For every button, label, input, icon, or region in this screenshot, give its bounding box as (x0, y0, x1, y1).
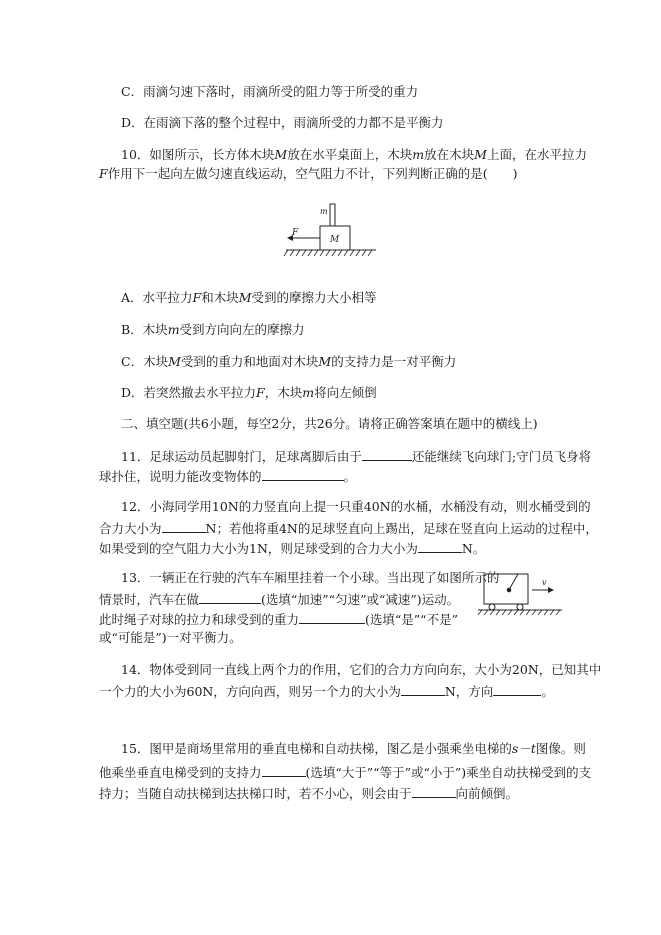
q12-line2: 合力大小为 N；若他将重4N的足球竖直向上踢出，足球在竖直向上运动的过程中， (99, 521, 598, 536)
q13-ground-hatching (478, 610, 560, 615)
q10-stem-line1: 10．如图所示，长方体木块M放在水平桌面上，木块m放在木块M上面，在水平拉力 (121, 147, 587, 162)
q15-line1: 15．图甲是商场里常用的垂直电梯和自动扶梯，图乙是小强乘坐电梯的s－t图像。则 (121, 741, 586, 756)
q13-figure-label-v: v (542, 578, 547, 587)
q13-cart-body (484, 574, 528, 604)
q10-option-a: A．水平拉力F和木块M受到的摩擦力大小相等 (121, 290, 377, 305)
q13-blank-2[interactable] (299, 610, 365, 624)
q10-block-m (330, 204, 335, 226)
q10-figure-label-M: M (330, 235, 340, 245)
q13-figure (476, 570, 566, 618)
q15-blank-1[interactable] (262, 763, 306, 777)
q13-ball (507, 588, 512, 593)
q14-blank-1[interactable] (401, 682, 445, 696)
q13-line1: 13．一辆正在行驶的汽车车厢里挂着一个小球。当出现了如图所示的 (121, 570, 500, 585)
q10-stem-line2: F作用下一起向左做匀速直线运动，空气阻力不计，下列判断正确的是( ) (99, 166, 518, 181)
q13-string (510, 574, 518, 588)
q14-line2: 一个力的大小为60N，方向向西，则另一个力的大小为 N，方向 。 (99, 684, 554, 699)
q12-line1: 12．小海同学用10N的力竖直向上提一只重40N的水桶，水桶没有动，则水桶受到的 (121, 499, 591, 514)
q15-line2: 他乘坐垂直电梯受到的支持力 (选填“大于”“等于”或“小于”)乘坐自动扶梯受到的支 (99, 765, 592, 780)
q10-option-c: C．木块M受到的重力和地面对木块M的支持力是一对平衡力 (121, 354, 457, 369)
q13-wheel-left (489, 604, 495, 610)
q12-blank-2[interactable] (418, 539, 462, 553)
q11-blank-1[interactable] (362, 447, 412, 461)
q14-line1: 14．物体受到同一直线上两个力的作用，它们的合力方向向东，大小为20N，已知其中 (121, 662, 602, 677)
q13-blank-1[interactable] (199, 590, 261, 604)
q13-line4: 或“可能是”)一对平衡力。 (99, 630, 242, 645)
q11-line1: 11．足球运动员起脚射门，足球离脚后由于 还能继续飞向球门;守门员飞身将 (121, 449, 592, 464)
q10-figure-label-m: m (320, 207, 328, 216)
section2-title: 二、填空题(共6小题，每空2分，共26分。请将正确答案填在题中的横线上) (121, 416, 538, 431)
q9-option-c: C．雨滴匀速下落时，雨滴所受的阻力等于所受的重力 (121, 84, 419, 99)
q13-velocity-arrowhead (548, 587, 554, 593)
q15-blank-2[interactable] (412, 784, 456, 798)
q10-option-b: B．木块m受到方向向左的摩擦力 (121, 322, 305, 337)
q13-line2: 情景时，汽车在做 (选填“加速”“匀速”或“减速”)运动。 (99, 592, 460, 607)
q15-line3: 持力；当随自动扶梯到达扶梯口时，若不小心，则会由于 向前倾倒。 (99, 786, 519, 801)
q11-line2: 球扑住，说明力能改变物体的 。 (99, 469, 357, 484)
q11-blank-2[interactable] (262, 467, 344, 481)
q10-figure-label-F: F (292, 228, 299, 238)
q10-figure (282, 198, 382, 260)
q10-table-hatching (284, 250, 372, 256)
q14-blank-2[interactable] (493, 682, 541, 696)
q9-option-d: D．在雨滴下落的整个过程中，雨滴所受的力都不是平衡力 (121, 115, 444, 130)
q13-wheel-right (517, 604, 523, 610)
q12-blank-1[interactable] (162, 519, 206, 533)
q10-option-d: D．若突然撤去水平拉力F，木块m将向左倾倒 (121, 385, 377, 400)
q12-line3: 如果受到的空气阻力大小为1N，则足球受到的合力大小为 N。 (99, 541, 486, 556)
q13-line3: 此时绳子对球的拉力和球受到的重力 (选填“是”“不是” (99, 612, 458, 627)
